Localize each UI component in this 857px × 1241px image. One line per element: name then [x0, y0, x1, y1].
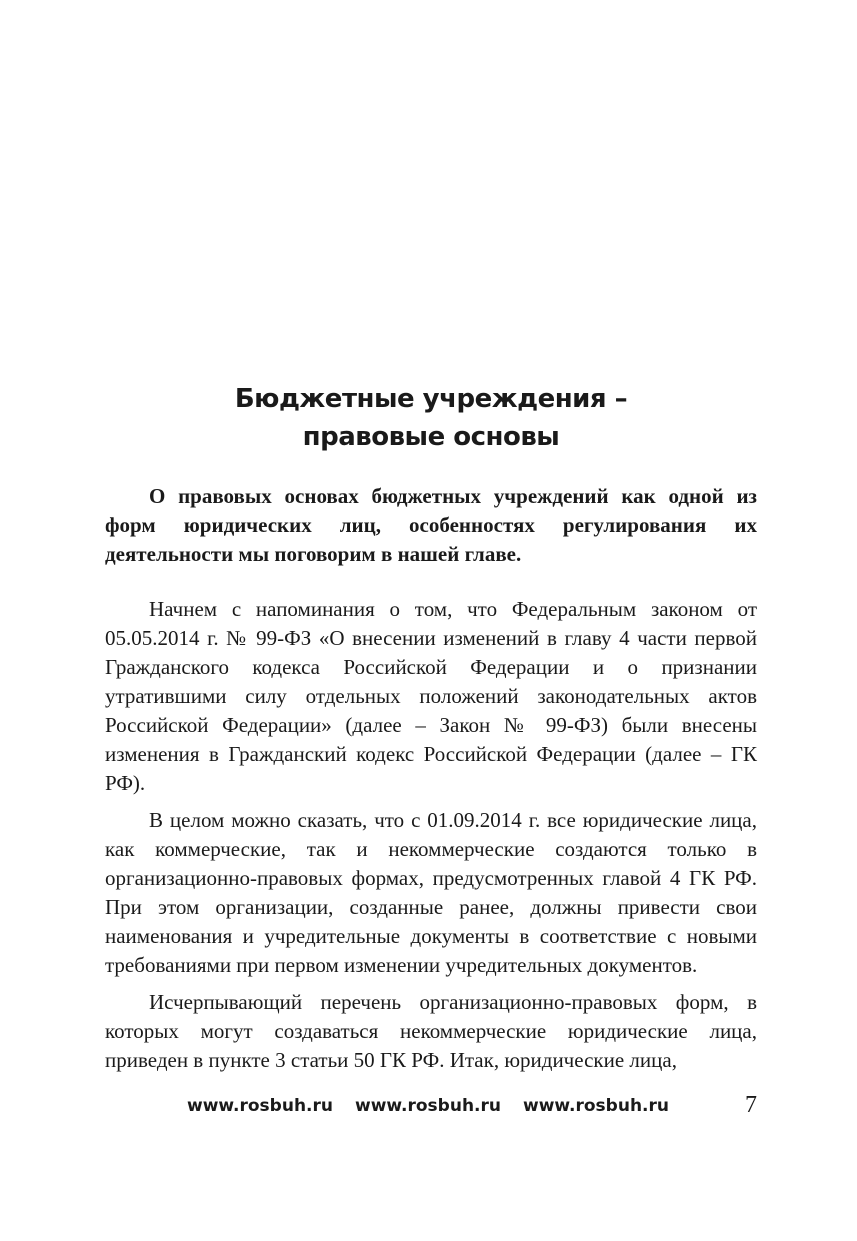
body-text	[105, 595, 757, 1083]
page-footer	[105, 1092, 757, 1120]
chapter-title-line-2: правовые основы	[302, 422, 560, 452]
lead-paragraph: О правовых основах бюджетных учреждений как одной из форм юридических лиц, особенностях регулирования их деятельности мы поговорим в нашей главе.	[105, 484, 757, 566]
footer-link-3[interactable]: www.rosbuh.ru	[523, 1096, 669, 1116]
paragraph-2: В целом можно сказать, что с 01.09.2014 г. все юридические лица, как коммерческие, так и некоммерческие создаются только в организационно-правовых формах, предусмотренных главой 4 ГК РФ. При этом организации, созданные ранее, должны привести свои наименования и учредительные документы в соответствие с новыми требованиями при первом изменении учредительных документов.	[105, 808, 757, 977]
footer-link-1[interactable]: www.rosbuh.ru	[187, 1096, 333, 1116]
chapter-title-line-1: Бюджетные учреждения –	[234, 384, 628, 414]
page-number: 7	[745, 1092, 757, 1118]
chapter-title	[105, 380, 757, 456]
footer-links	[187, 1092, 691, 1120]
paragraph-1: Начнем с напоминания о том, что Федеральным законом от 05.05.2014 г. № 99-ФЗ «О внесении изменений в главу 4 части первой Гражданского кодекса Российской Федерации и о признании утратившими силу отдельных положений законодательных актов Российской Федерации» (далее – Закон № 99-ФЗ) были внесены изменения в Гражданский кодекс Российской Федерации (далее – ГК РФ).	[105, 597, 757, 795]
footer-link-2[interactable]: www.rosbuh.ru	[355, 1096, 501, 1116]
paragraph-3: Исчерпывающий перечень организационно-правовых форм, в которых могут создаваться некоммерческие юридические лица, приведен в пункте 3 статьи 50 ГК РФ. Итак, юридические лица,	[105, 990, 757, 1072]
